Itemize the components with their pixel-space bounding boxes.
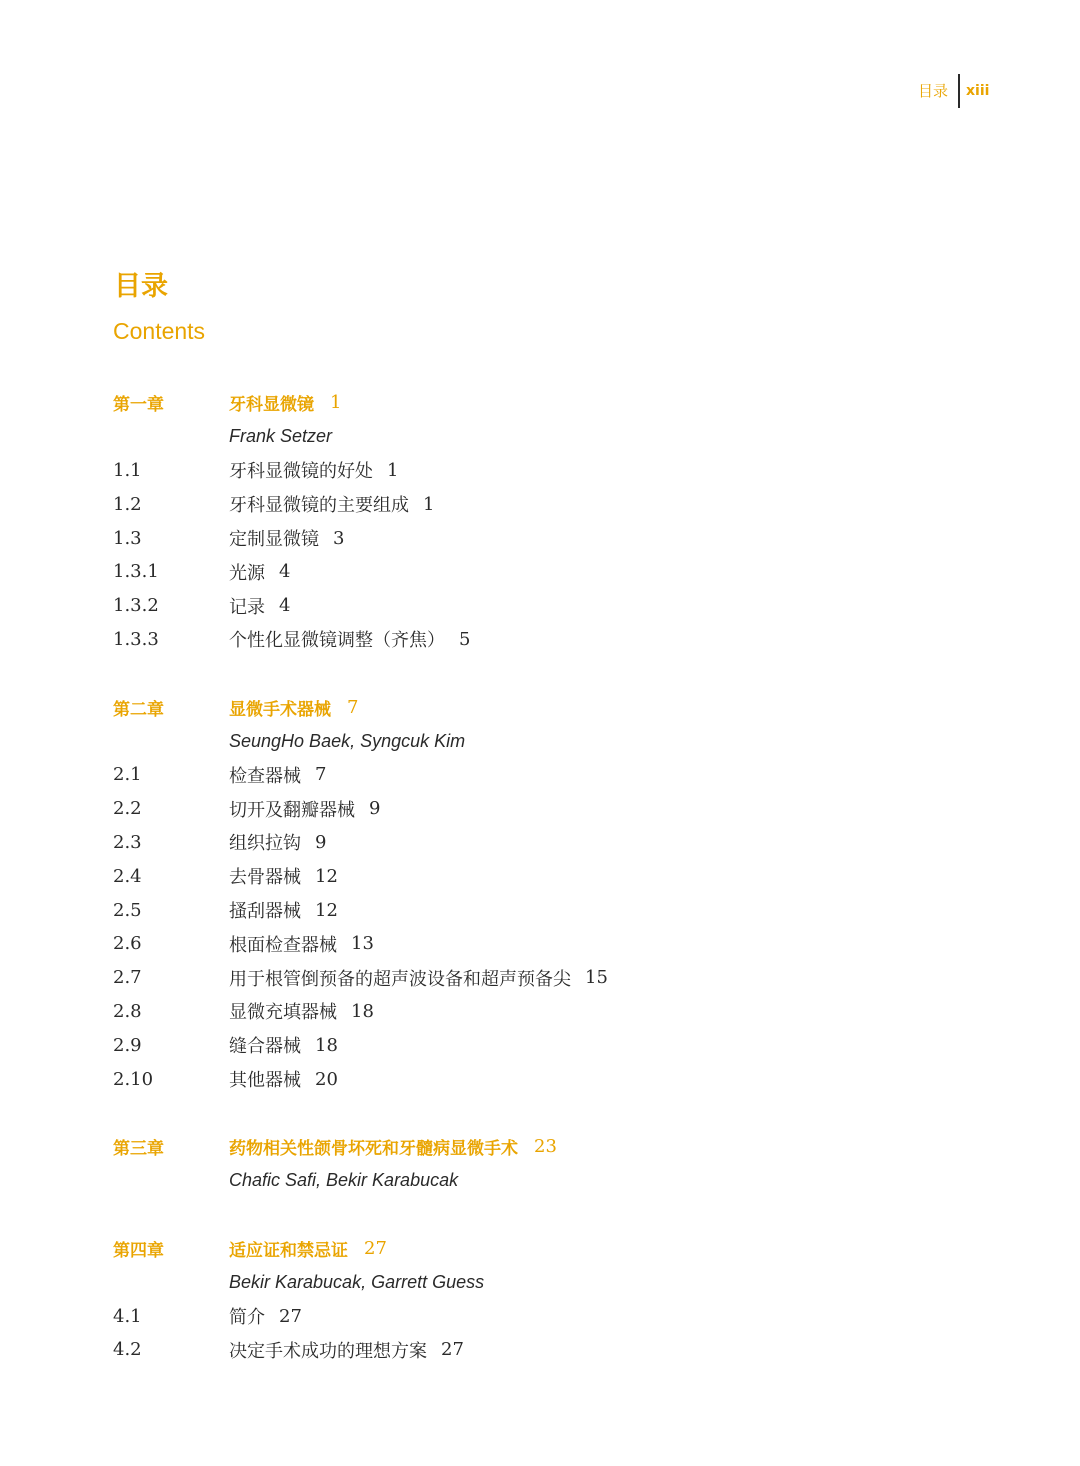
section-page: 18 <box>315 1034 338 1056</box>
running-header-title: 目录 <box>918 82 949 100</box>
chapter-2 <box>113 690 813 1096</box>
section-title: 显微充填器械 <box>229 1002 337 1024</box>
authors-text: SeungHo Baek, Syngcuk Kim <box>229 730 466 751</box>
toc-entry[interactable] <box>113 792 813 826</box>
section-number: 2.4 <box>113 865 142 887</box>
toc-entry[interactable] <box>113 927 813 961</box>
chapter-authors <box>113 1265 813 1299</box>
toc-entry[interactable] <box>113 1028 813 1062</box>
section-page: 1 <box>387 459 399 481</box>
section-title: 去骨器械 <box>229 867 301 889</box>
section-number: 4.2 <box>113 1339 142 1361</box>
chapter-authors <box>113 420 813 454</box>
chapter-page: 1 <box>330 392 342 414</box>
section-title: 记录 <box>229 596 265 618</box>
section-page: 27 <box>279 1305 302 1327</box>
chapter-page: 7 <box>347 696 359 718</box>
toc-entry[interactable] <box>113 521 813 555</box>
section-number: 2.7 <box>113 967 142 989</box>
section-page: 27 <box>441 1339 464 1361</box>
chapter-authors <box>113 724 813 758</box>
toc-list <box>113 386 813 1401</box>
section-title: 组织拉钩 <box>229 833 301 855</box>
section-number: 1.3.1 <box>113 561 159 583</box>
authors-text: Bekir Karabucak, Garrett Guess <box>229 1271 485 1292</box>
section-title: 搔刮器械 <box>229 901 301 923</box>
chapter-heading[interactable] <box>113 1130 813 1164</box>
authors-text: Frank Setzer <box>229 426 333 447</box>
section-title: 其他器械 <box>229 1070 301 1092</box>
toc-entry[interactable] <box>113 1062 813 1096</box>
section-page: 12 <box>315 865 338 887</box>
section-number: 1.1 <box>113 459 142 481</box>
chapter-authors <box>113 1164 813 1198</box>
toc-entry[interactable] <box>113 623 813 657</box>
section-page: 7 <box>315 764 327 786</box>
section-title: 检查器械 <box>229 765 301 787</box>
toc-entry[interactable] <box>113 454 813 488</box>
section-title: 决定手术成功的理想方案 <box>229 1340 427 1362</box>
chapter-heading[interactable] <box>113 386 813 420</box>
section-title: 牙科显微镜的好处 <box>229 461 373 483</box>
section-page: 9 <box>315 831 327 853</box>
section-title: 简介 <box>229 1307 265 1329</box>
toc-entry[interactable] <box>113 961 813 995</box>
section-number: 2.8 <box>113 1000 142 1022</box>
section-page: 9 <box>369 798 381 820</box>
toc-title-en: Contents <box>113 318 206 344</box>
page-number: xiii <box>966 83 990 99</box>
section-title: 个性化显微镜调整（齐焦） <box>229 630 445 652</box>
section-page: 15 <box>585 967 608 989</box>
toc-entry[interactable] <box>113 893 813 927</box>
section-page: 4 <box>279 595 291 617</box>
chapter-heading[interactable] <box>113 690 813 724</box>
chapter-title: 显微手术器械 <box>229 699 331 720</box>
section-number: 2.1 <box>113 764 142 786</box>
toc-title-zh: 目录 <box>114 271 168 302</box>
section-page: 3 <box>333 527 345 549</box>
toc-entry[interactable] <box>113 555 813 589</box>
running-header <box>918 74 989 108</box>
section-title: 切开及翻瓣器械 <box>229 799 355 821</box>
toc-entry[interactable] <box>113 487 813 521</box>
chapter-label: 第一章 <box>113 395 164 416</box>
section-page: 4 <box>279 561 291 583</box>
section-number: 1.3 <box>113 527 142 549</box>
chapter-title: 药物相关性颌骨坏死和牙髓病显微手术 <box>229 1139 518 1160</box>
chapter-1 <box>113 386 813 656</box>
toc-entry[interactable] <box>113 826 813 860</box>
toc-entry[interactable] <box>113 1299 813 1333</box>
chapter-title: 牙科显微镜 <box>229 395 314 416</box>
section-number: 2.6 <box>113 933 142 955</box>
section-number: 2.3 <box>113 831 142 853</box>
section-number: 1.2 <box>113 493 142 515</box>
section-number: 4.1 <box>113 1305 142 1327</box>
section-number: 2.2 <box>113 798 142 820</box>
toc-entry[interactable] <box>113 758 813 792</box>
chapter-page: 23 <box>534 1136 557 1158</box>
section-title: 缝合器械 <box>229 1036 301 1058</box>
chapter-title: 适应证和禁忌证 <box>229 1240 348 1261</box>
section-title: 用于根管倒预备的超声波设备和超声预备尖 <box>229 968 571 990</box>
section-page: 5 <box>459 628 471 650</box>
section-title: 定制显微镜 <box>229 529 319 551</box>
toc-entry[interactable] <box>113 1333 813 1367</box>
section-title: 根面检查器械 <box>229 934 337 956</box>
section-title: 光源 <box>229 562 265 584</box>
section-number: 2.9 <box>113 1034 142 1056</box>
chapter-3 <box>113 1130 813 1198</box>
chapter-label: 第三章 <box>113 1139 164 1160</box>
section-page: 12 <box>315 899 338 921</box>
section-page: 1 <box>423 493 435 515</box>
section-number: 1.3.3 <box>113 628 159 650</box>
toc-entry[interactable] <box>113 995 813 1029</box>
chapter-label: 第二章 <box>113 699 164 720</box>
chapter-page: 27 <box>364 1237 387 1259</box>
chapter-4 <box>113 1232 813 1367</box>
chapter-label: 第四章 <box>113 1240 164 1261</box>
section-title: 牙科显微镜的主要组成 <box>229 495 409 517</box>
toc-entry[interactable] <box>113 859 813 893</box>
toc-entry[interactable] <box>113 589 813 623</box>
section-page: 13 <box>351 933 374 955</box>
section-number: 1.3.2 <box>113 595 159 617</box>
section-number: 2.10 <box>113 1068 154 1090</box>
section-page: 20 <box>315 1068 338 1090</box>
authors-text: Chafic Safi, Bekir Karabucak <box>229 1170 459 1191</box>
section-number: 2.5 <box>113 899 142 921</box>
chapter-heading[interactable] <box>113 1232 813 1266</box>
section-page: 18 <box>351 1000 374 1022</box>
